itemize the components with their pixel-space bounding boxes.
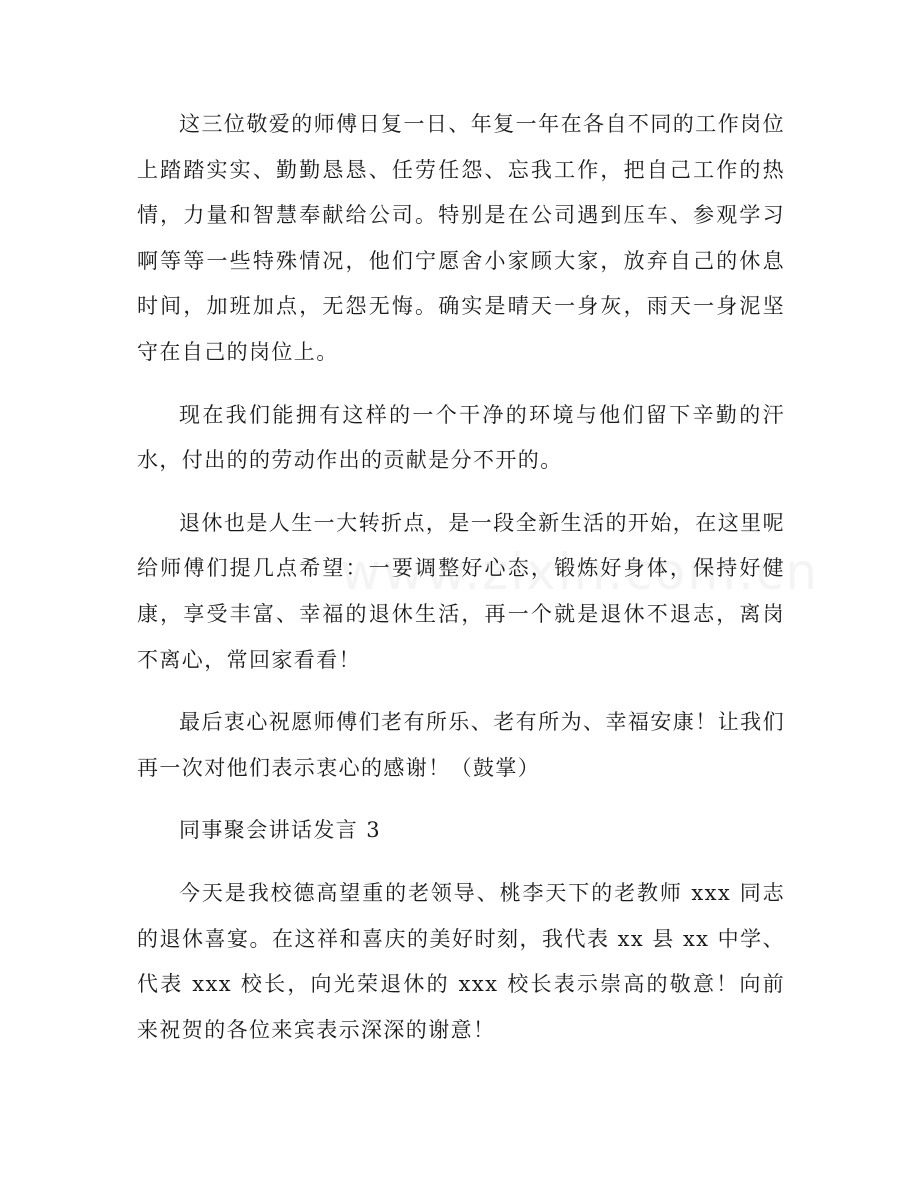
paragraph-5: 今天是我校德高望重的老领导、桃李天下的老教师 xxx 同志的退休喜宴。在这祥和喜庆的美好时刻，我代表 xx 县 xx 中学、代表 xxx 校长，向光荣退休的 xxx 校长表示崇高的敬意！向前来祝贺的各位来宾表示深深的谢意！ <box>137 880 785 1042</box>
paragraph-2: 现在我们能拥有这样的一个干净的环境与他们留下辛勤的汗水，付出的的劳动作出的贡献是分不开的。 <box>137 402 785 473</box>
document-body <box>137 102 785 1070</box>
paragraph-4: 最后衷心祝愿师傅们老有所乐、老有所为、幸福安康！让我们再一次对他们表示衷心的感谢！（鼓掌） <box>137 710 785 780</box>
paragraph-1: 这三位敬爱的师傅日复一日、年复一年在各自不同的工作岗位上踏踏实实、勤勤恳恳、任劳任怨、忘我工作，把自己工作的热情，力量和智慧奉献给公司。特别是在公司遇到压车、参观学习啊等等一些特殊情况，他们宁愿舍小家顾大家，放弃自己的休息时间，加班加点，无怨无悔。确实是晴天一身灰，雨天一身泥坚守在自己的岗位上。 <box>137 112 785 364</box>
paragraph-3: 退休也是人生一大转折点，是一段全新生活的开始，在这里呢给师傅们提几点希望：一要调整好心态，锻炼好身体，保持好健康，享受丰富、幸福的退休生活，再一个就是退休不退志，离岗不离心，常回家看看！ <box>137 510 785 672</box>
section-heading: 同事聚会讲话发言 3 <box>179 818 382 843</box>
